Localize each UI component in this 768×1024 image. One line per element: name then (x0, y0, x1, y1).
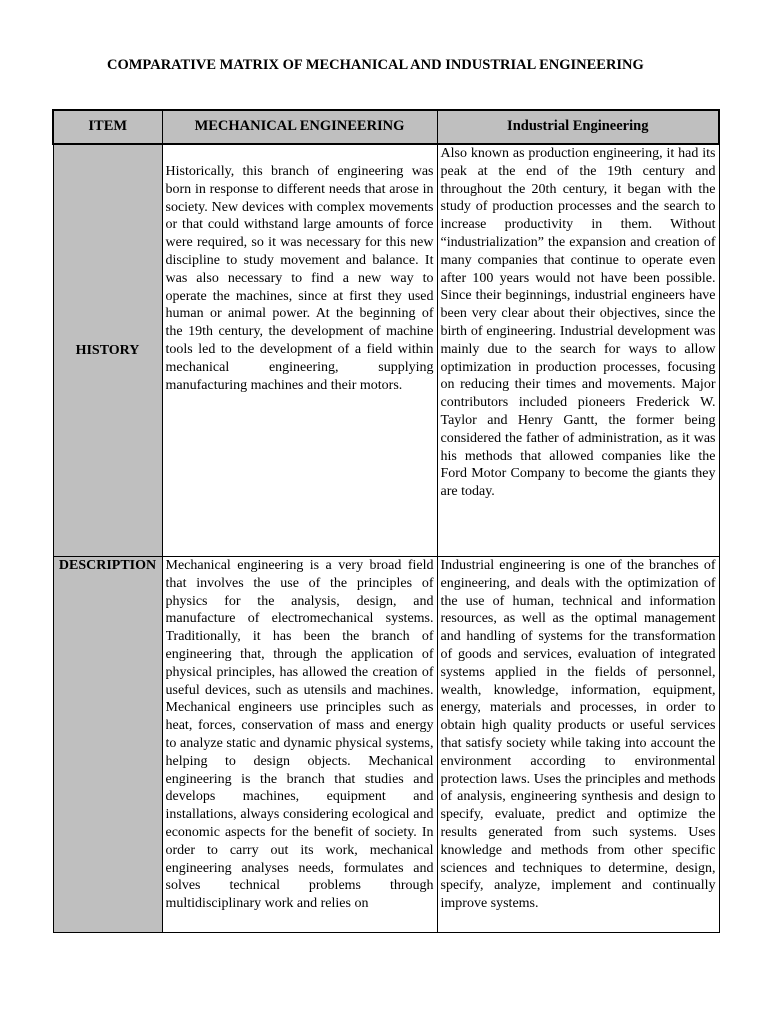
description-industrial-text: Industrial engineering is one of the branches of engineering, and deals with the optimization of the use of human, technical and information resources, as well as the optimal management and handling of systems for the transformation of goods and services, evaluation of integrated systems applied in the fields of personnel, wealth, knowledge, information, equipment, energy, materials and processes, in order to obtain high quality products or useful services that satisfy society while taking into account the environment according to environmental protection laws. Uses the principles and methods of analysis, engineering synthesis and design to specify, evaluate, predict and optimize the results generated from such systems. Uses knowledge and methods from other specific sciences and techniques to determine, design, specify, analyze, implement and continually improve systems. (440, 558, 716, 912)
table-row-history (53, 144, 719, 557)
description-mechanical-text: Mechanical engineering is a very broad field that involves the use of the principles of physics for the analysis, design, and manufacture of electromechanical systems. Traditionally, it has been the branch of engineering that, through the application of physical principles, has allowed the creation of useful devices, such as utensils and machines. Mechanical engineers use principles such as heat, forces, conservation of mass and energy to analyze static and dynamic physical systems, helping to design objects. Mechanical engineering is the branch that studies and develops machines, equipment and installations, always considering ecological and economic aspects for the benefit of society. In order to carry out its work, mechanical engineering analyses needs, formulates and solves technical problems through multidisciplinary work and relies on (165, 558, 434, 912)
header-industrial-engineering: Industrial Engineering (437, 110, 719, 144)
history-industrial-text: Also known as production engineering, it had its peak at the end of the 19th century and throughout the 20th century, it began with the study of production processes and the search to increase productivity in them. Without “industrialization” the expansion and creation of many companies that continue to operate even after 100 years would not have been possible. Since their beginnings, industrial engineers have been very clear about their objectives, since the birth of engineering. Industrial development was mainly due to the search for ways to allow optimization in production processes, focusing on reducing their times and movements. Major contributors included pioneers Frederick W. Taylor and Henry Gantt, the former being considered the father of administration, as it was his methods that allowed companies like the Ford Motor Company to become the giants they are today. (437, 144, 719, 557)
item-label-history: HISTORY (53, 144, 162, 557)
header-item: ITEM (53, 110, 162, 144)
history-mechanical-text: Historically, this branch of engineering was born in response to different needs that arose in society. New devices with complex movements or that could withstand large amounts of force were required, so it was necessary for this new discipline to study movement and balance. It was also necessary to find a new way to operate the machines, since at first they used human or animal power. At the beginning of the 19th century, the development of machine tools led to the development of a field within mechanical engineering, supplying manufacturing machines and their motors. (162, 144, 437, 557)
table-row-description (53, 557, 719, 933)
table-header-row (53, 110, 719, 144)
comparative-matrix-table (52, 109, 720, 933)
description-mechanical-cell (162, 557, 437, 933)
page-title: COMPARATIVE MATRIX OF MECHANICAL AND INDUSTRIAL ENGINEERING (107, 57, 644, 73)
item-label-description: DESCRIPTION (53, 557, 162, 933)
description-industrial-cell (437, 557, 719, 933)
header-mechanical-engineering: MECHANICAL ENGINEERING (162, 110, 437, 144)
